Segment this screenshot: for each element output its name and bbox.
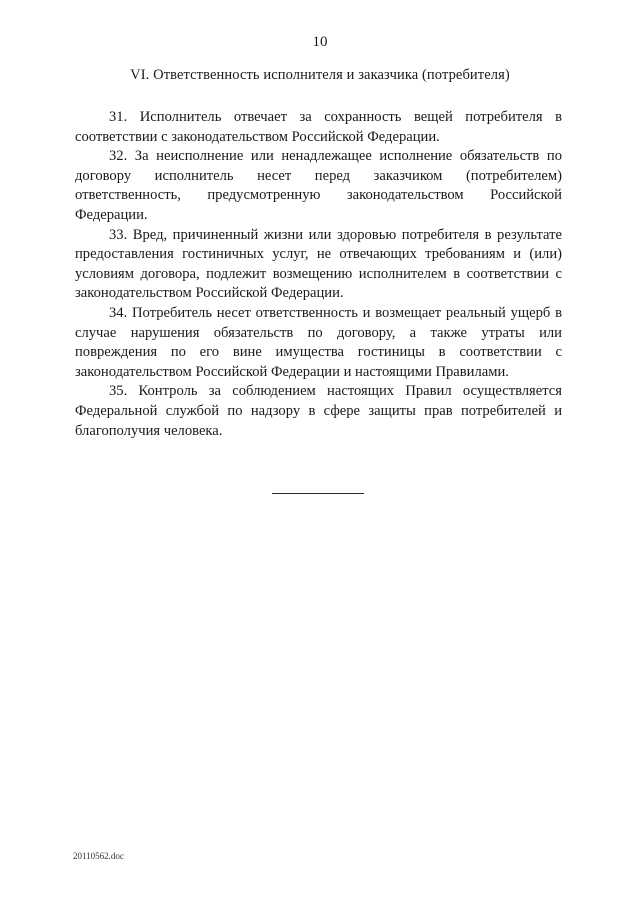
end-of-document-rule bbox=[272, 493, 364, 494]
paragraph-31: 31. Исполнитель отвечает за сохранность вещей потребителя в соответствии с законодательством Российской Федерации. bbox=[75, 109, 562, 145]
paragraph-34: 34. Потребитель несет ответственность и возмещает реальный ущерб в случае нарушения обязательств по договору, а также утраты или повреждения по его вине имущества гостиницы в соответствии с законодательством Российской Федерации и настоящими Правилами. bbox=[75, 304, 562, 380]
paragraph-32: 32. За неисполнение или ненадлежащее исполнение обязательств по договору исполнитель несет перед заказчиком (потребителем) ответственность, предусмотренную законодательством Российской Федерации. bbox=[75, 148, 562, 223]
paragraph-35: 35. Контроль за соблюдением настоящих Правил осуществляется Федеральной службой по надзору в сфере защиты прав потребителей и благополучия человека. bbox=[75, 383, 562, 439]
body-text bbox=[75, 108, 562, 441]
footer-file-reference: 20110562.doc bbox=[73, 851, 124, 861]
paragraph-33: 33. Вред, причиненный жизни или здоровью потребителя в результате предоставления гостиничных услуг, не отвечающих требованиям и (или) условиям договора, подлежит возмещению исполнителем в соответствии с законодательством Российской Федерации. bbox=[75, 226, 562, 302]
section-heading: VI. Ответственность исполнителя и заказчика (потребителя) bbox=[130, 67, 510, 83]
page-number: 10 bbox=[312, 34, 328, 50]
